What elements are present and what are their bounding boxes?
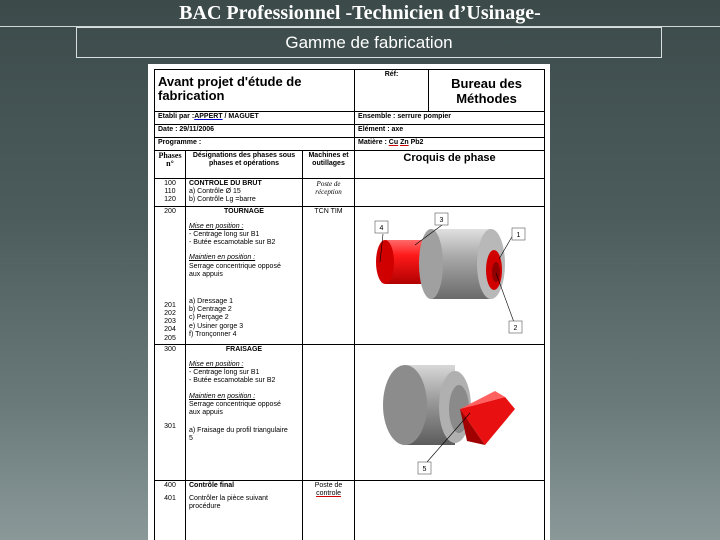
ref-label: Réf: (355, 70, 429, 112)
phase-200-croquis (355, 206, 545, 344)
phase-200-designation: TOURNAGE Mise en position : - Centrage long sur B1 - Butée escamotable sur B2 Maintien en position : Serrage concentrique opposé aux appuis a) Dressage 1 b) Centrage 2 c) Perçage 2 e) Usiner gorge 3 f) Tronçonner 4 (186, 206, 303, 344)
etabli-par: Etabli par :APPERT / MAGUET (155, 112, 355, 125)
svg-text:5: 5 (422, 465, 427, 473)
col-machines: Machines et outillages (303, 151, 355, 179)
phase-400-croquis (355, 480, 545, 540)
gamme-table (154, 69, 545, 540)
callout-4 (375, 221, 388, 233)
callout-1 (512, 228, 525, 240)
phase-100-designation: CONTROLE DU BRUT a) Contrôle Ø 15 b) Contrôle Lg =barre (186, 179, 303, 207)
bureau-methodes: Bureau des Méthodes (429, 70, 545, 112)
col-croquis: Croquis de phase (355, 151, 545, 179)
phase-200-machine: TCN TIM (303, 206, 355, 344)
phase-100-croquis (355, 179, 545, 207)
callout-2 (509, 321, 522, 333)
phase-300-designation: FRAISAGE Mise en position : - Centrage long sur B1 - Butée escamotable sur B2 Maintien en position : Serrage concentrique opposé aux appuis a) Fraisage du profil triangulaire 5 (186, 344, 303, 480)
fabrication-sheet (148, 64, 550, 540)
phase-300-machine (303, 344, 355, 480)
avant-projet-title: Avant projet d'étude de fabrication (155, 70, 355, 112)
phase-100-machine: Poste de réception (303, 179, 355, 207)
svg-text:3: 3 (439, 216, 444, 224)
phase-100-nums: 100 110 120 (155, 179, 186, 207)
phase-400-machine: Poste de controle (303, 480, 355, 540)
turning-sketch (355, 207, 545, 343)
slide-subtitle: Gamme de fabrication (76, 27, 662, 58)
grey-part (383, 365, 471, 445)
callout-5 (418, 462, 431, 474)
phase-300-croquis (355, 344, 545, 480)
phase-200-nums: 200 201 202 203 204 205 (155, 206, 186, 344)
ensemble: Ensemble : serrure pompier (355, 112, 545, 125)
phase-400-nums: 400 401 (155, 480, 186, 540)
phase-300-nums: 300 301 (155, 344, 186, 480)
milling-sketch (355, 345, 545, 479)
svg-text:1: 1 (516, 231, 521, 239)
phase-400-designation: Contrôle final Contrôler la pièce suivant procédure (186, 480, 303, 540)
date: Date : 29/11/2006 (155, 125, 355, 138)
svg-text:2: 2 (513, 324, 518, 332)
programme: Programme : (155, 138, 355, 151)
grey-bar-section (419, 229, 505, 299)
col-phases: Phases n° (155, 151, 186, 179)
element: Elément : axe (355, 125, 545, 138)
slide-title: BAC Professionnel -Technicien d’Usinage- (179, 2, 541, 24)
svg-text:4: 4 (379, 224, 384, 232)
callout-3 (435, 213, 448, 225)
matiere: Matière : Cu Zn Pb2 (355, 138, 545, 151)
col-designations: Désignations des phases sous phases et opérations (186, 151, 303, 179)
